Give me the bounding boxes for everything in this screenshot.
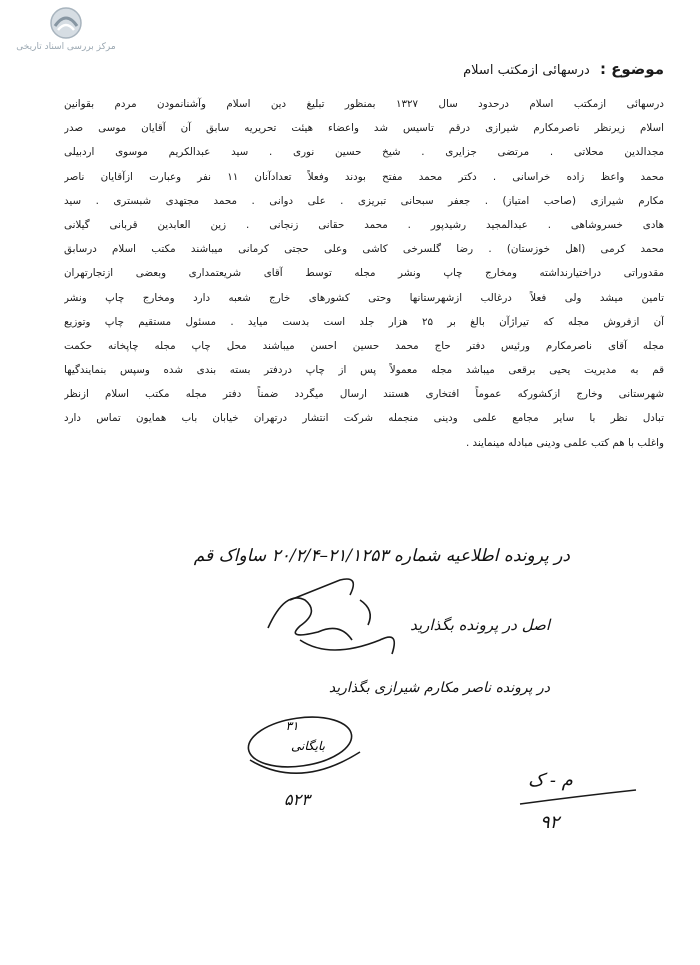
body-line: تبادل نظر با سایر مجامع علمی ودینی منجمله شرکت انتشار درتهران خیابان باب همایون تماس دارد xyxy=(64,412,664,425)
body-line: مجله آقای ناصرمکارم ورئیس دفتر حاج محمد حسین احسن میباشند محل چاپ مجله چاپخانه حکمت xyxy=(64,339,664,352)
stamp-number: ۳۱ xyxy=(285,719,299,733)
logo-text: مرکز بررسی اسناد تاریخی xyxy=(16,42,116,52)
body-line: هادی خسروشاهی . عبدالمجید رشیدپور . محمد حقانی زنجانی . زین العابدین قربانی گیلانی xyxy=(64,218,664,231)
body-line: محمد واعظ زاده خراسانی . دکتر محمد مفتح بودند وفعلاً تعدادآنان ۱۱ نفر وعبارت ازآقایان ناصر xyxy=(64,170,664,183)
margin-code: م - ک xyxy=(528,770,573,791)
handwritten-file-note: در پرونده ناصر مکارم شیرازی بگذارید xyxy=(328,680,550,696)
body-line: آن ازفروش مجله که تیراژآن بالغ بر ۲۵ هزار جلد است بدست میاید . مسئول مستقیم چاپ وتوزیع xyxy=(64,315,664,328)
stamp-label: بایگانی xyxy=(291,739,325,753)
signature-scribble xyxy=(268,579,394,654)
document-title: درسهائی ازمکتب اسلام xyxy=(463,63,590,78)
body-line: واغلب با هم کتب علمی ودینی مبادله مینمایند . xyxy=(465,436,664,449)
handwritten-original-note: اصل در پرونده بگذارید xyxy=(410,616,550,634)
margin-code-underline xyxy=(520,790,636,804)
body-line: مقدوراتی دراختیارنداشته ومخارج چاپ ونشر مجله توسط آقای شریعتمداری وبعضی ازتجارتهران xyxy=(64,267,664,280)
body-line: اسلام زیرنظر ناصرمکارم شیرازی درقم تاسیس شد واعضاء هیئت تحریریه سابق آن آقایان موسی صدر xyxy=(64,122,664,135)
body-line: تامین میشد ولی فعلاً درغالب ازشهرستانها وحتی کشورهای خارج شعبه دارد ومخارج چاپ ونشر xyxy=(64,291,664,304)
page-number: ۹۲ xyxy=(540,812,560,833)
body-line: درسهائی ازمکتب اسلام درحدود سال ۱۳۲۷ بمنظور تبلیغ دین اسلام وآشنانمودن مردم بقوانین xyxy=(64,98,664,110)
file-number: ۵۲۳ xyxy=(284,790,310,809)
archive-stamp xyxy=(245,711,360,773)
body-line: محمد کرمی (اهل خوزستان) . رضا گلسرخی کاشی وعلی حجتی کرمانی میباشند مکتب اسلام درسابق xyxy=(64,243,664,256)
handwritten-filing-note: در پرونده اطلاعیه شماره ۲۱/۱۲۵۳–۲۰/۲/۴ ساواک قم xyxy=(193,546,570,566)
body-line: مکارم شیرازی (صاحب امتیاز) . جعفر سبحانی تبریزی . علی دوانی . محمد مجتهدی شبستری . سید xyxy=(64,194,664,207)
subject-label: موضوع : xyxy=(599,60,664,78)
body-line: قم به مدیریت یحیی برقعی میباشد مجله معمولاً پس از چاپ دردفتر بسته بندی شده وسپس بنمایندگیها xyxy=(64,364,664,377)
body-line: مجدالدین محلاتی . مرتضی جزایری . شیخ حسین نوری . سید عبدالکریم موسوی اردبیلی xyxy=(64,146,664,159)
body-line: شهرستانی وخارج ازکشورکه عموماً افتخاری هستند ارسال میگردد ضمناً دفتر مجله مکتب اسلام ازنظر xyxy=(64,388,664,401)
